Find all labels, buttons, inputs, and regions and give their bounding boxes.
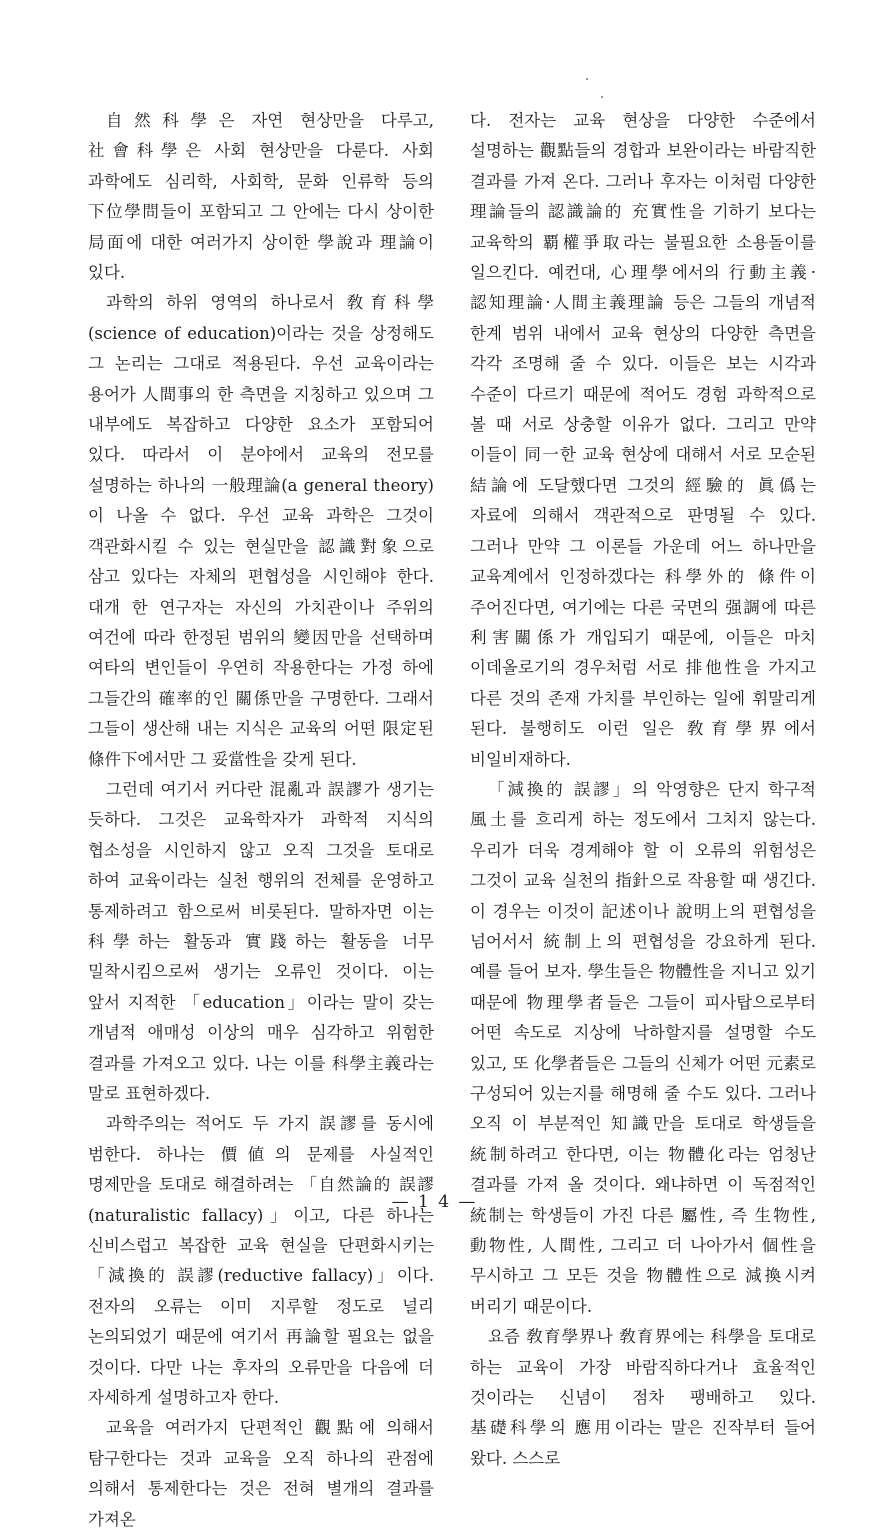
left-column xyxy=(88,106,434,1535)
paragraph: 과학의 하위 영역의 하나로서 敎育科學(science of education)이라는 것을 상정해도 그 논리는 그대로 적용된다. 우선 교육이라는 용어가 人間事의 한 측면을 지칭하고 있으며 그 내부에도 복잡하고 다양한 요소가 포함되어 있다. 따라서 이 분야에서 교육의 전모를 설명하는 하나의 一般理論(a general theory)이 나올 수 없다. 우선 교육 과학은 그것이 객관화시킬 수 있는 현실만을 認識對象으로 삼고 있다는 자체의 편협성을 시인해야 한다. 대개 한 연구자는 자신의 가치관이나 주위의 여건에 따라 한정된 범위의 變因만을 선택하며 여타의 변인들이 우연히 작용한다는 가정 하에 그들간의 確率的인 關係만을 구명한다. 그래서 그들이 생산해 내는 지식은 교육의 어떤 限定된 條件下에서만 그 妥當性을 갖게 된다. xyxy=(88,293,434,769)
paragraph: 그런데 여기서 커다란 混亂과 誤謬가 생기는 듯하다. 그것은 교육학자가 과학적 지식의 협소성을 시인하지 않고 오직 그것을 토대로 하여 교육이라는 실천 행위의 전체를 운영하고 통제하려고 함으로써 비롯된다. 말하자면 이는 科學하는 활동과 實踐하는 활동을 너무 밀착시킴으로써 생기는 오류인 것이다. 이는 앞서 지적한 「education」이라는 말이 갖는 개념적 애매성 이상의 매우 심각하고 위험한 결과를 가져오고 있다. 나는 이를 科學主義라는 말로 표현하겠다. xyxy=(88,779,434,1103)
paragraph: 「減換的 誤謬」의 악영향은 단지 학구적 風土를 흐리게 하는 정도에서 그치지 않는다. 우리가 더욱 경계해야 할 이 오류의 위험성은 그것이 교육 실천의 指針으로 작용할 때 생긴다. 이 경우는 이것이 記述이나 說明上의 편협성을 넘어서서 統制上의 편협성을 강요하게 된다. 예를 들어 보자. 學生들은 物體性을 지니고 있기 때문에 物理學者들은 그들이 피사탑으로부터 어떤 속도로 지상에 낙하할지를 설명할 수도 있고, 또 化學者들은 그들의 신체가 어떤 元素로 구성되어 있는지를 해명해 줄 수도 있다. 그러나 오직 이 부분적인 知識만을 토대로 학생들을 統制하려고 한다면, 이는 物體化라는 엄청난 결과를 가져 올 것이다. 왜냐하면 이 독점적인 統制는 학생들이 가진 다른 屬性, 즉 生物性, 動物性, 人間性, 그리고 더 나아가서 個性을 무시하고 그 모든 것을 物體性으로 減換시켜 버리기 때문이다. xyxy=(470,779,816,1316)
scan-speck xyxy=(601,96,603,98)
paragraph: 요즘 敎育學界나 敎育界에는 科學을 토대로 하는 교육이 가장 바람직하다거나 효율적인 것이라는 신념이 점차 팽배하고 있다. 基礎科學의 應用이라는 말은 진작부터 들어 왔다. 스스로 xyxy=(470,1327,816,1468)
paragraph: 自然科學은 자연 현상만을 다루고, 社會科學은 사회 현상만을 다룬다. 사회 과학에도 심리학, 사회학, 문화 인류학 등의 下位學問들이 포함되고 그 안에는 다시 상이한 局面에 대한 여러가지 상이한 學說과 理論이 있다. xyxy=(88,111,434,283)
paragraph: 다. 전자는 교육 현상을 다양한 수준에서 설명하는 觀點들의 경합과 보완이라는 바람직한 결과를 가져 온다. 그러나 후자는 이처럼 다양한 理論들의 認識論的 充實性을 기하기 보다는 교육학의 覇權爭取라는 불필요한 소용돌이를 일으킨다. 예컨대, 心理學에서의 行動主義·認知理論·人間主義理論 등은 그들의 개념적 한계 범위 내에서 교육 현상의 다양한 측면을 각각 조명해 줄 수 있다. 이들은 보는 시각과 수준이 다르기 때문에 적어도 경험 과학적으로 볼 때 서로 상충할 이유가 없다. 그리고 만약 이들이 同一한 교육 현상에 대해서 서로 모순된 結論에 도달했다면 그것의 經驗的 眞僞는 자료에 의해서 객관적으로 판명될 수 있다. 그러나 만약 그 이론들 가운데 어느 하나만을 교육계에서 인정하겠다는 科學外的 條件이 주어진다면, 여기에는 다른 국면의 强調에 따른 利害關係가 개입되기 때문에, 이들은 마치 이데올로기의 경우처럼 서로 排他性을 가지고 다른 것의 존재 가치를 부인하는 일에 휘말리게 된다. 불행히도 이런 일은 敎育學界에서 비일비재하다. xyxy=(470,111,816,769)
page-number: — 1 4 — xyxy=(391,1192,478,1212)
right-column xyxy=(470,106,816,1474)
paragraph: 교육을 여러가지 단편적인 觀點에 의해서 탐구한다는 것과 교육을 오직 하나의 관점에 의해서 통제한다는 것은 전혀 별개의 결과를 가져온 xyxy=(88,1418,434,1529)
paragraph: 과학주의는 적어도 두 가지 誤謬를 동시에 범한다. 하나는 價値의 문제를 사실적인 명제만을 토대로 해결하려는 「自然論的 誤謬(naturalistic fallacy)」이고, 다른 하나는 신비스럽고 복잡한 교육 현실을 단편화시키는「減換的 誤謬(reductive fallacy)」이다. 전자의 오류는 이미 지루할 정도로 널리 논의되었기 때문에 여기서 再論할 필요는 없을 것이다. 다만 나는 후자의 오류만을 다음에 더 자세하게 설명하고자 한다. xyxy=(88,1114,434,1408)
scan-speck xyxy=(586,78,588,80)
